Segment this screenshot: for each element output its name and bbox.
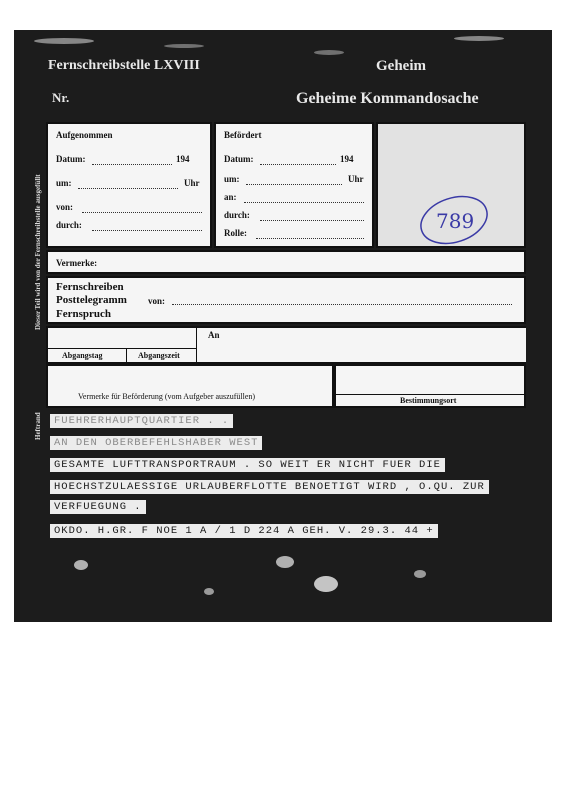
notes-label: Vermerke: [56,258,98,268]
mode-posttelegramm: Posttelegramm [56,294,127,306]
heftrand-label: Heftrand [34,412,42,440]
message-line: GESAMTE LUFTTRANSPORTRAUM . SO WEIT ER NICHT FUER DIE [50,458,445,472]
mode-fernspruch: Fernspruch [56,308,111,320]
forwarded-time-label: um: [224,174,240,184]
received-uhr: Uhr [184,178,200,188]
side-note: Dieser Teil wird von der Fernschreibstelle ausgefüllt [34,174,42,330]
received-date-label: Datum: [56,154,86,164]
header-classification: Geheim [376,58,426,74]
message-line: HOECHSTZULAESSIGE URLAUBERFLOTTE BENOETIGT WIRD , O.QU. ZUR [50,480,489,494]
mode-von-label: von: [148,296,166,306]
message-line: AN DEN OBERBEFEHLSHABER WEST [50,436,262,450]
forwarded-panel [214,122,374,248]
destination-box [334,364,526,408]
forwarded-year: 194 [340,154,354,164]
address-label: An [208,330,220,340]
forwarded-date-label: Datum: [224,154,254,164]
received-title: Aufgenommen [56,130,113,140]
stamp-panel [376,122,526,248]
telegram-form-sheet [14,30,552,622]
notes-row [46,250,526,274]
departure-time-label: Abgangszeit [138,351,180,360]
forwarded-to-label: an: [224,192,237,202]
address-row [46,326,526,364]
forwarded-role-label: Rolle: [224,228,247,238]
received-panel [46,122,212,248]
transmission-mode-box [46,276,526,324]
received-time-label: um: [56,178,72,188]
forwarding-notes-label: Vermerke für Beförderung (vom Aufgeber auszufüllen) [78,392,256,401]
message-line: OKDO. H.GR. F NOE 1 A / 1 D 224 A GEH. V. 29.3. 44 + [50,524,438,538]
received-by-label: durch: [56,220,82,230]
destination-label: Bestimmungsort [400,396,457,405]
svg-text:789: 789 [436,209,475,233]
header-secret-command-matter: Geheime Kommandosache [296,90,479,107]
header-left-number: Nr. [52,90,70,105]
message-line: FUEHRERHAUPTQUARTIER . . [50,414,233,428]
forwarded-title: Befördert [224,130,262,140]
received-from-label: von: [56,202,74,212]
mode-fernschreiben: Fernschreiben [56,281,124,293]
forwarding-notes-box [46,364,334,408]
header-left-title: Fernschreibstelle LXVIII [48,58,200,73]
forwarded-uhr: Uhr [348,174,364,184]
forwarded-by-label: durch: [224,210,250,220]
message-line: VERFUEGUNG . [50,500,146,514]
handwritten-number-circle [378,124,528,250]
departure-day-label: Abgangstag [62,351,103,360]
received-year: 194 [176,154,190,164]
